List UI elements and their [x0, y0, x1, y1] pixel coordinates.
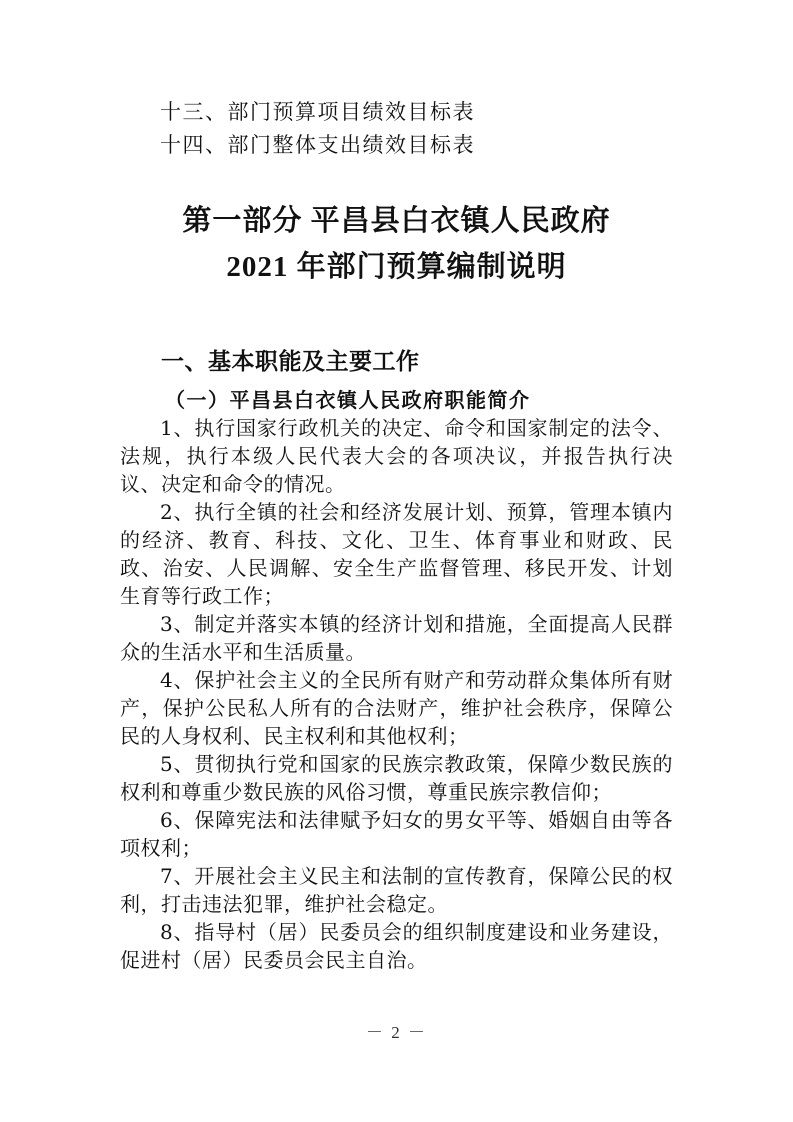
- body-paragraph: 8、指导村（居）民委员会的组织制度建设和业务建设，促进村（居）民委员会民主自治。: [120, 920, 673, 972]
- body-paragraph: 5、贯彻执行党和国家的民族宗教政策，保障少数民族的权利和尊重少数民族的风俗习惯，尊重民族宗教信仰；: [120, 752, 673, 804]
- subsection-heading: （一）平昌县白衣镇人民政府职能简介: [165, 388, 531, 412]
- body-paragraph: 6、保障宪法和法律赋予妇女的男女平等、婚姻自由等各项权利；: [120, 808, 673, 860]
- toc-item: 十四、部门整体支出绩效目标表: [160, 133, 475, 157]
- toc-list: [160, 96, 683, 162]
- title-line-2: 2021 年部门预算编制说明: [226, 251, 567, 283]
- body-paragraph: 2、执行全镇的社会和经济发展计划、预算，管理本镇内的经济、教育、科技、文化、卫生、体育事业和财政、民政、治安、人民调解、安全生产监督管理、移民开发、计划生育等行政工作；: [120, 500, 673, 608]
- toc-item: 十三、部门预算项目绩效目标表: [160, 100, 475, 124]
- document-title: [90, 198, 703, 290]
- section-heading: 一、基本职能及主要工作: [161, 348, 420, 374]
- body-paragraph: 4、保护社会主义的全民所有财产和劳动群众集体所有财产，保护公民私人所有的合法财产，维护社会秩序，保障公民的人身权利、民主权利和其他权利；: [120, 668, 673, 748]
- body-paragraph: 1、执行国家行政机关的决定、命令和国家制定的法令、法规，执行本级人民代表大会的各项决议，并报告执行决议、决定和命令的情况。: [120, 416, 673, 496]
- body-text: [120, 414, 673, 974]
- title-line-1: 第一部分 平昌县白衣镇人民政府: [182, 205, 611, 237]
- page-number: － 2 －: [366, 1023, 427, 1042]
- body-paragraph: 7、开展社会主义民主和法制的宣传教育，保障公民的权利，打击违法犯罪，维护社会稳定。: [120, 864, 673, 916]
- body-paragraph: 3、制定并落实本镇的经济计划和措施，全面提高人民群众的生活水平和生活质量。: [120, 612, 673, 664]
